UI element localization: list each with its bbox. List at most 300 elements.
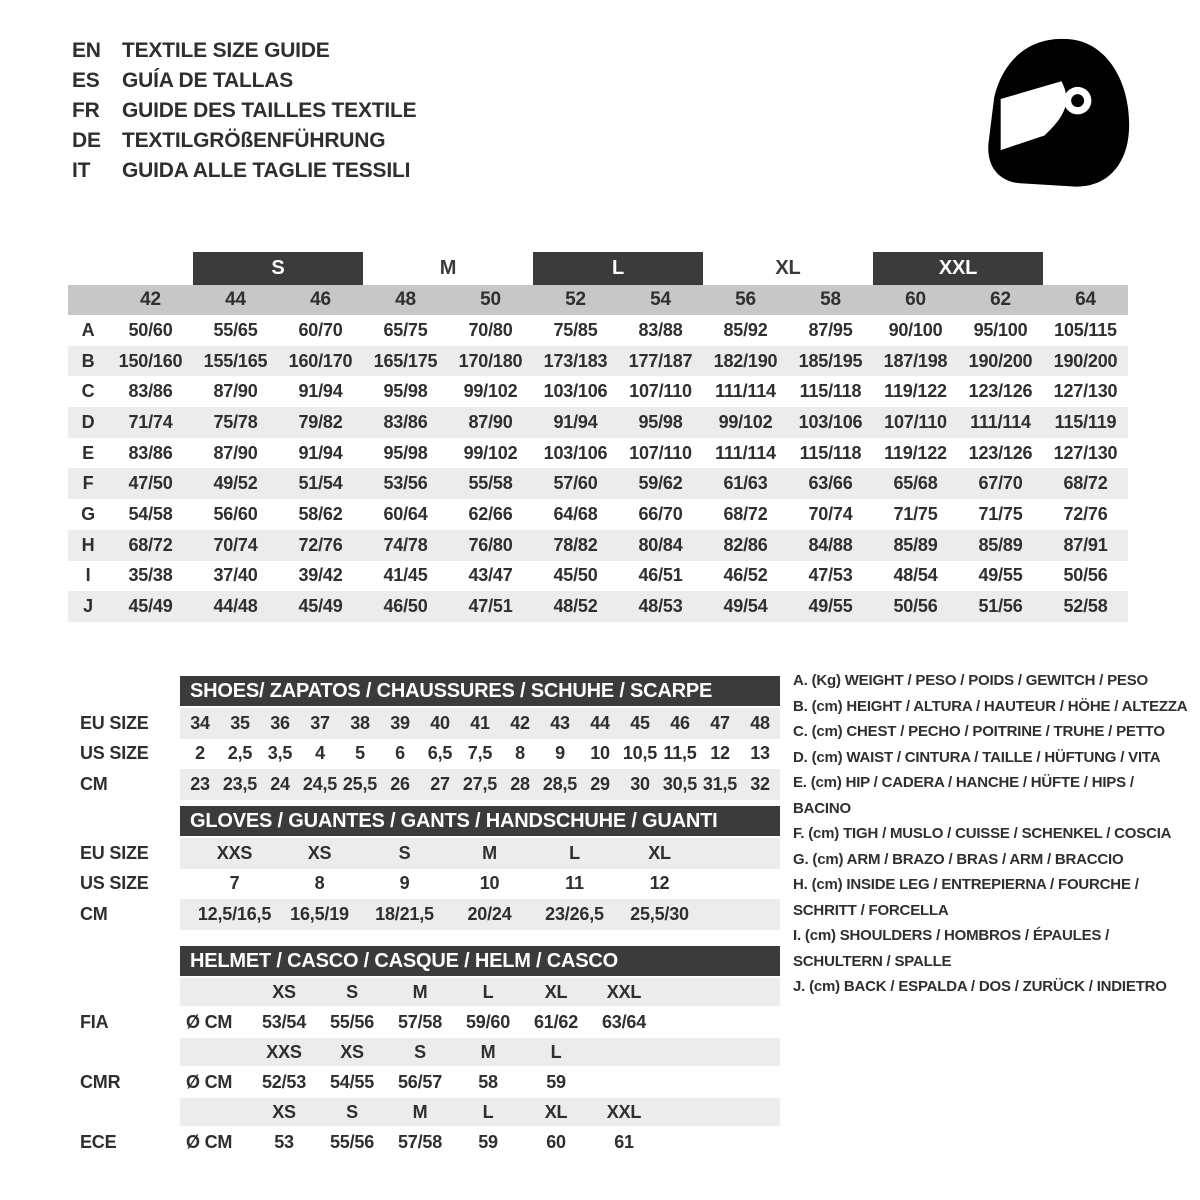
textile-size-group-row [68, 252, 1128, 285]
spacer [68, 946, 180, 976]
helmet-size-header: XL [544, 1101, 568, 1122]
textile-cell: 62/66 [468, 503, 513, 524]
textile-cell: 46/50 [383, 596, 428, 617]
textile-cell: 80/84 [638, 534, 683, 555]
helmet-cell: 59/60 [465, 1011, 511, 1032]
textile-cell: 115/119 [1054, 411, 1117, 432]
textile-cell: 45/49 [128, 596, 173, 617]
textile-cell: 48/54 [893, 565, 938, 586]
numeric-size-header: 46 [310, 289, 331, 310]
helmet-cell: 53 [274, 1131, 294, 1152]
row-letter: D [81, 411, 95, 432]
textile-row-g [68, 499, 1128, 530]
textile-row-e [68, 438, 1128, 469]
row-label: US SIZE [80, 873, 149, 894]
textile-cell: 71/75 [978, 503, 1023, 524]
gloves-cell: 7 [229, 873, 240, 894]
textile-cell: 82/86 [723, 534, 768, 555]
helmet-size-header: XL [544, 981, 568, 1002]
textile-cell: 119/122 [884, 381, 947, 402]
textile-cell: 51/54 [298, 473, 343, 494]
textile-cell: 63/66 [808, 473, 853, 494]
textile-cell: 99/102 [718, 411, 773, 432]
gloves-cell: 8 [314, 873, 325, 894]
diameter-unit: Ø CM [186, 1131, 233, 1152]
textile-cell: 76/80 [468, 534, 513, 555]
shoes-cell: 48 [750, 712, 770, 733]
textile-cell: 105/115 [1054, 319, 1117, 340]
textile-cell: 87/95 [808, 319, 853, 340]
language-code: IT [72, 159, 91, 182]
textile-cell: 47/50 [128, 473, 173, 494]
gloves-cell: 11 [565, 873, 584, 894]
shoes-table [68, 676, 780, 800]
gloves-rows [68, 838, 780, 930]
helmet-cell: 54/55 [329, 1071, 375, 1092]
shoes-cell: 36 [270, 712, 290, 733]
numeric-size-header: 44 [225, 289, 246, 310]
row-label: CM [80, 773, 108, 794]
textile-cell: 95/98 [638, 411, 683, 432]
textile-cell: 190/200 [968, 350, 1033, 371]
textile-cell: 85/89 [893, 534, 938, 555]
measurement-legend [793, 668, 1191, 1000]
numeric-size-header: 42 [140, 289, 161, 310]
helmet-cell: 57/58 [397, 1131, 443, 1152]
row-letter: F [82, 473, 94, 494]
shoes-rows [68, 708, 780, 800]
helmet-size-header: S [346, 1101, 358, 1122]
textile-cell: 84/88 [808, 534, 853, 555]
textile-cell: 68/72 [723, 503, 768, 524]
textile-row-a [68, 315, 1128, 346]
textile-cell: 119/122 [884, 442, 947, 463]
size-group-xl: XL [775, 257, 801, 279]
textile-cell: 60/70 [298, 319, 343, 340]
textile-cell: 48/52 [553, 596, 598, 617]
textile-cell: 46/51 [638, 565, 683, 586]
textile-row-f [68, 468, 1128, 499]
textile-cell: 49/55 [978, 565, 1023, 586]
shoes-cell: 39 [390, 712, 410, 733]
shoes-cell: 35 [230, 712, 250, 733]
legend-item: J. (cm) BACK / ESPALDA / DOS / ZURÜCK / INDIETRO [793, 978, 1167, 995]
textile-cell: 72/76 [298, 534, 343, 555]
diameter-unit: Ø CM [186, 1071, 233, 1092]
textile-cell: 55/58 [468, 473, 513, 494]
legend-item: I. (cm) SHOULDERS / HOMBROS / ÉPAULES / SCHULTERN / SPALLE [793, 927, 1110, 970]
shoes-cell: 2 [195, 743, 205, 764]
shoes-cell: 12 [710, 743, 730, 764]
textile-cell: 55/65 [213, 319, 258, 340]
helmet-cell: 59 [478, 1131, 498, 1152]
shoes-cell: 30,5 [662, 773, 698, 794]
textile-cell: 70/80 [468, 319, 513, 340]
helmet-cell: 63/64 [601, 1011, 647, 1032]
helmet-cell: 57/58 [397, 1011, 443, 1032]
standard-label: CMR [80, 1071, 121, 1092]
textile-cell: 87/90 [213, 381, 258, 402]
textile-cell: 71/74 [128, 411, 173, 432]
textile-cell: 66/70 [638, 503, 683, 524]
textile-cell: 99/102 [463, 442, 518, 463]
shoes-cell: 6 [395, 743, 405, 764]
textile-row-h [68, 530, 1128, 561]
shoes-cell: 47 [710, 712, 730, 733]
textile-cell: 49/52 [213, 473, 258, 494]
spacer [68, 806, 180, 836]
diameter-unit: Ø CM [186, 1011, 233, 1032]
helmet-size-header: L [482, 1101, 494, 1122]
numeric-size-header: 54 [650, 289, 671, 310]
textile-cell: 45/50 [553, 565, 598, 586]
helmet-sizes-row-cmr [68, 1038, 780, 1066]
textile-cell: 123/126 [968, 442, 1033, 463]
shoes-cell: 40 [430, 712, 450, 733]
textile-cell: 103/106 [543, 442, 608, 463]
helmet-cell: 56/57 [397, 1071, 443, 1092]
helmet-cell: 58 [478, 1071, 498, 1092]
shoes-cell: 31,5 [702, 773, 738, 794]
textile-cell: 37/40 [213, 565, 258, 586]
textile-cell: 60/64 [383, 503, 428, 524]
language-title: GUIDE DES TAILLES TEXTILE [122, 99, 417, 122]
gloves-row-cm [68, 899, 780, 930]
shoes-cell: 28,5 [542, 773, 578, 794]
helmet-cell: 53/54 [261, 1011, 307, 1032]
textile-cell: 95/100 [973, 319, 1028, 340]
language-row-it [72, 156, 416, 186]
shoes-cell: 27 [430, 773, 450, 794]
textile-cell: 68/72 [128, 534, 173, 555]
shoes-cell: 8 [515, 743, 525, 764]
gloves-cell: 25,5/30 [630, 903, 689, 924]
gloves-title-bar: GLOVES / GUANTES / GANTS / HANDSCHUHE / GUANTI [180, 806, 780, 836]
language-title: TEXTILE SIZE GUIDE [122, 39, 330, 62]
textile-cell: 111/114 [970, 411, 1031, 432]
gloves-cell: S [398, 842, 411, 863]
textile-cell: 155/165 [203, 350, 268, 371]
textile-cell: 48/53 [638, 596, 683, 617]
helmet-size-headers [180, 1038, 780, 1066]
language-title: TEXTILGRÖßENFÜHRUNG [122, 129, 386, 152]
numeric-size-header: 56 [735, 289, 756, 310]
row-letter: J [83, 596, 93, 617]
shoes-cell: 5 [355, 743, 365, 764]
language-row-fr [72, 96, 416, 126]
gloves-cell: 20/24 [467, 903, 512, 924]
helmet-size-header: XXS [266, 1041, 302, 1062]
textile-cell: 95/98 [383, 381, 428, 402]
helmet-cell: 59 [546, 1071, 566, 1092]
textile-cell: 99/102 [463, 381, 518, 402]
shoes-cell: 6,5 [427, 743, 453, 764]
helmet-size-header: S [414, 1041, 426, 1062]
textile-cell: 87/90 [468, 411, 513, 432]
shoes-cell: 29 [590, 773, 610, 794]
numeric-size-header: 62 [990, 289, 1011, 310]
helmet-size-header: L [482, 981, 494, 1002]
textile-cell: 127/130 [1053, 442, 1118, 463]
shoes-values [180, 708, 780, 739]
size-group-l: L [533, 252, 703, 285]
textile-cell: 83/86 [383, 411, 428, 432]
legend-item: C. (cm) CHEST / PECHO / POITRINE / TRUHE / PETTO [793, 723, 1165, 740]
shoes-cell: 10,5 [622, 743, 658, 764]
shoes-cell: 4 [315, 743, 325, 764]
numeric-size-header: 52 [565, 289, 586, 310]
shoes-cell: 41 [470, 712, 490, 733]
textile-cell: 57/60 [553, 473, 598, 494]
helmet-cell: 55/56 [329, 1011, 375, 1032]
helmet-size-header: XS [272, 981, 296, 1002]
shoes-values [180, 769, 780, 800]
gloves-values [180, 899, 780, 930]
legend-item: E. (cm) HIP / CADERA / HANCHE / HÜFTE / HIPS / BACINO [793, 774, 1134, 817]
language-title-block [72, 36, 416, 186]
shoes-title-row [68, 676, 780, 706]
textile-cell: 49/55 [808, 596, 853, 617]
textile-cell: 44/48 [213, 596, 258, 617]
helmet-size-headers [180, 978, 780, 1006]
textile-cell: 52/58 [1063, 596, 1108, 617]
textile-cell: 59/62 [638, 473, 683, 494]
textile-cell: 75/78 [213, 411, 258, 432]
row-letter: E [82, 442, 94, 463]
row-letter: H [81, 534, 95, 555]
textile-cell: 83/88 [638, 319, 683, 340]
textile-cell: 83/86 [128, 381, 173, 402]
textile-row-i [68, 561, 1128, 592]
helmet-cell: 61 [614, 1131, 634, 1152]
textile-row-b [68, 346, 1128, 377]
gloves-cell: 12,5/16,5 [197, 903, 272, 924]
standard-label: ECE [80, 1131, 117, 1152]
textile-cell: 87/91 [1063, 534, 1108, 555]
gloves-table [68, 806, 780, 930]
numeric-size-header: 58 [820, 289, 841, 310]
shoes-cell: 2,5 [227, 743, 253, 764]
helmet-size-header: L [550, 1041, 562, 1062]
textile-cell: 170/180 [458, 350, 523, 371]
helmet-size-header: XXL [606, 981, 642, 1002]
textile-cell: 45/49 [298, 596, 343, 617]
textile-cell: 47/51 [468, 596, 513, 617]
size-group-xxl: XXL [873, 252, 1043, 285]
textile-cell: 47/53 [808, 565, 853, 586]
gloves-values [180, 838, 780, 869]
textile-cell: 111/114 [715, 442, 776, 463]
numeric-size-header: 60 [905, 289, 926, 310]
shoes-cell: 24,5 [302, 773, 338, 794]
textile-cell: 46/52 [723, 565, 768, 586]
gloves-values [180, 869, 780, 900]
textile-cell: 70/74 [213, 534, 258, 555]
textile-cell: 65/68 [893, 473, 938, 494]
textile-row-j [68, 591, 1128, 622]
helmet-cell: 60 [546, 1131, 566, 1152]
textile-cell: 39/42 [298, 565, 343, 586]
shoes-cell: 34 [190, 712, 210, 733]
shoes-cell: 30 [630, 773, 650, 794]
shoes-cell: 38 [350, 712, 370, 733]
textile-cell: 85/92 [723, 319, 768, 340]
shoes-row-cm [68, 769, 780, 800]
helmet-table [68, 946, 780, 1158]
gloves-cell: M [482, 842, 497, 863]
numeric-size-header: 64 [1075, 289, 1096, 310]
helmet-values [180, 1066, 780, 1098]
gloves-row-us-size [68, 869, 780, 900]
helmet-size-headers [180, 1098, 780, 1126]
legend-item: A. (Kg) WEIGHT / PESO / POIDS / GEWITCH / PESO [793, 672, 1148, 689]
shoes-cell: 24 [270, 773, 290, 794]
gloves-cell: 23/26,5 [545, 903, 604, 924]
shoes-cell: 23 [190, 773, 210, 794]
helmet-title-row [68, 946, 780, 976]
shoes-cell: 26 [390, 773, 410, 794]
helmet-size-header: XXL [606, 1101, 642, 1122]
gloves-cell: 9 [399, 873, 410, 894]
shoes-values [180, 739, 780, 770]
numeric-size-header: 48 [395, 289, 416, 310]
textile-cell: 83/86 [128, 442, 173, 463]
textile-cell: 41/45 [383, 565, 428, 586]
helmet-standard-row-ece [68, 1126, 780, 1158]
textile-cell: 103/106 [798, 411, 863, 432]
helmet-size-header: M [480, 1041, 496, 1062]
row-letter: C [81, 381, 95, 402]
textile-cell: 79/82 [298, 411, 343, 432]
textile-cell: 115/118 [799, 442, 862, 463]
shoes-title-bar: SHOES/ ZAPATOS / CHAUSSURES / SCHUHE / SCARPE [180, 676, 780, 706]
textile-cell: 190/200 [1053, 350, 1118, 371]
standard-label: FIA [80, 1011, 109, 1032]
textile-cell: 185/195 [798, 350, 863, 371]
helmet-size-header: XS [272, 1101, 296, 1122]
gloves-cell: 12 [649, 873, 670, 894]
helmet-sizes-row-ece [68, 1098, 780, 1126]
textile-cell: 64/68 [553, 503, 598, 524]
shoes-cell: 28 [510, 773, 530, 794]
shoes-cell: 37 [310, 712, 330, 733]
helmet-standard-row-cmr [68, 1066, 780, 1098]
gloves-cell: XXS [216, 842, 253, 863]
textile-cell: 103/106 [543, 381, 608, 402]
gloves-cell: L [569, 842, 580, 863]
shoes-cell: 44 [590, 712, 610, 733]
textile-cell: 187/198 [883, 350, 948, 371]
textile-cell: 74/78 [383, 534, 428, 555]
row-label: US SIZE [80, 743, 149, 764]
textile-cell: 51/56 [978, 596, 1023, 617]
size-group-s: S [193, 252, 363, 285]
row-letter: G [81, 503, 95, 524]
helmet-size-header: XS [340, 1041, 364, 1062]
shoes-cell: 3,5 [267, 743, 293, 764]
helmet-standard-row-fia [68, 1006, 780, 1038]
legend-item: G. (cm) ARM / BRAZO / BRAS / ARM / BRACCIO [793, 850, 1124, 868]
textile-cell: 56/60 [213, 503, 258, 524]
textile-cell: 173/183 [543, 350, 608, 371]
textile-cell: 182/190 [713, 350, 778, 371]
shoes-cell: 32 [750, 773, 770, 794]
language-code: DE [72, 129, 101, 152]
textile-cell: 75/85 [553, 319, 598, 340]
textile-cell: 150/160 [118, 350, 183, 371]
row-label: EU SIZE [80, 712, 149, 733]
textile-cell: 58/62 [298, 503, 343, 524]
language-title: GUIDA ALLE TAGLIE TESSILI [122, 159, 411, 182]
shoes-row-us-size [68, 739, 780, 770]
shoes-cell: 10 [590, 743, 610, 764]
textile-cell: 50/56 [1063, 565, 1108, 586]
legend-item: F. (cm) TIGH / MUSLO / CUISSE / SCHENKEL / COSCIA [793, 825, 1172, 842]
row-label: EU SIZE [80, 842, 149, 863]
shoes-cell: 11,5 [663, 743, 697, 764]
gloves-cell: XL [648, 842, 671, 863]
textile-cell: 95/98 [383, 442, 428, 463]
language-code: ES [72, 69, 100, 92]
gloves-cell: 10 [479, 873, 500, 894]
textile-cell: 87/90 [213, 442, 258, 463]
shoes-cell: 27,5 [462, 773, 498, 794]
textile-cell: 54/58 [128, 503, 173, 524]
shoes-row-eu-size [68, 708, 780, 739]
textile-cell: 127/130 [1053, 381, 1118, 402]
legend-item: B. (cm) HEIGHT / ALTURA / HAUTEUR / HÖHE / ALTEZZA [793, 697, 1188, 715]
textile-cell: 72/76 [1063, 503, 1108, 524]
textile-size-table [68, 252, 1128, 622]
textile-cell: 78/82 [553, 534, 598, 555]
spacer [68, 1038, 180, 1066]
helmet-cell: 55/56 [329, 1131, 375, 1152]
shoes-cell: 9 [555, 743, 565, 764]
row-letter: A [81, 319, 95, 340]
textile-cell: 111/114 [715, 381, 776, 402]
textile-row-d [68, 407, 1128, 438]
helmet-values [180, 1006, 780, 1038]
textile-cell: 91/94 [553, 411, 598, 432]
textile-cell: 177/187 [628, 350, 693, 371]
gloves-row-eu-size [68, 838, 780, 869]
spacer [68, 978, 180, 1006]
language-row-en [72, 36, 416, 66]
shoes-cell: 42 [510, 712, 530, 733]
spacer [68, 1098, 180, 1126]
legend-item: D. (cm) WAIST / CINTURA / TAILLE / HÜFTUNG / VITA [793, 748, 1161, 766]
shoes-cell: 43 [550, 712, 570, 733]
textile-cell: 35/38 [128, 565, 173, 586]
helmet-title-bar: HELMET / CASCO / CASQUE / HELM / CASCO [180, 946, 780, 976]
shoes-cell: 46 [670, 712, 690, 733]
textile-cell: 107/110 [629, 381, 692, 402]
helmet-sizes-row-fia [68, 978, 780, 1006]
textile-cell: 50/56 [893, 596, 938, 617]
textile-cell: 49/54 [723, 596, 768, 617]
row-letter: B [81, 350, 95, 371]
textile-cell: 85/89 [978, 534, 1023, 555]
textile-cell: 107/110 [629, 442, 692, 463]
shoes-cell: 25,5 [342, 773, 378, 794]
textile-cell: 71/75 [893, 503, 938, 524]
textile-row-c [68, 376, 1128, 407]
textile-cell: 160/170 [288, 350, 353, 371]
row-letter: I [85, 565, 91, 586]
language-code: FR [72, 99, 100, 122]
language-row-es [72, 66, 416, 96]
row-label: CM [80, 903, 108, 924]
